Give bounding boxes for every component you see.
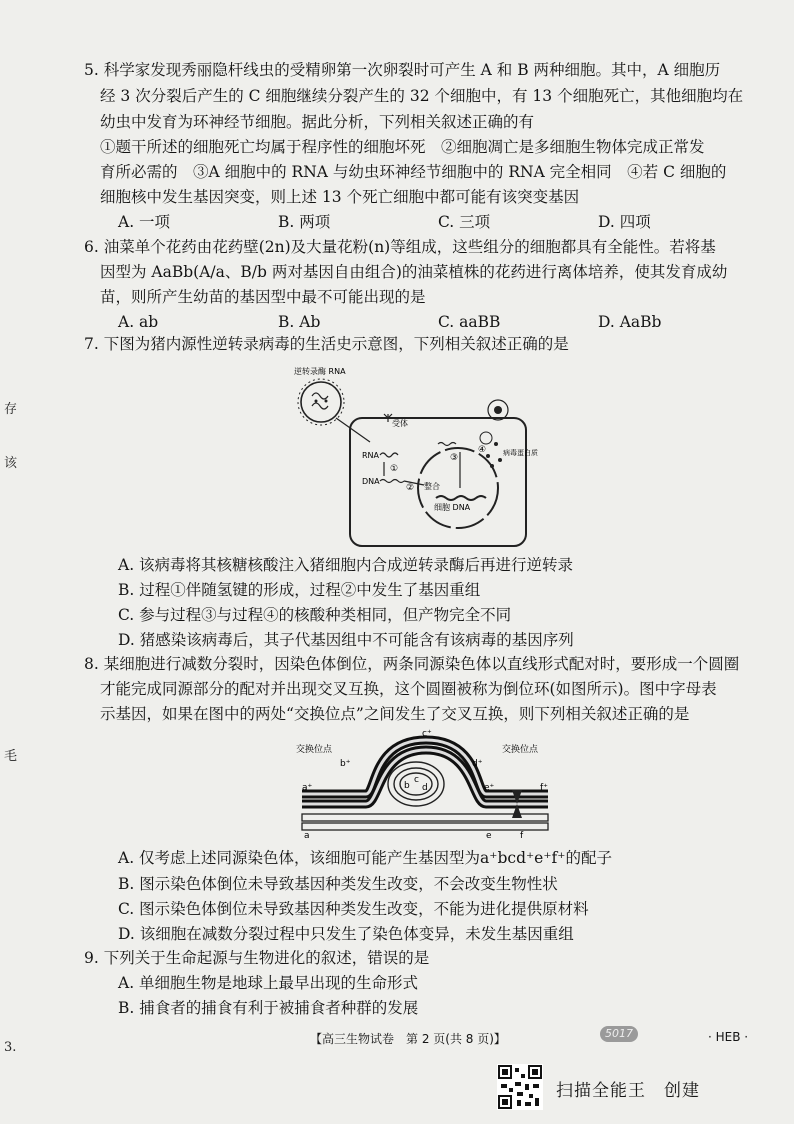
gene-label: e <box>486 831 492 840</box>
gene-label: b⁺ <box>340 759 351 769</box>
option-d: D. AaBb <box>598 313 662 331</box>
question-text: 细胞核中发生基因突变，则上述 13 个死亡细胞中都可能有该突变基因 <box>100 188 580 206</box>
gene-label: a⁺ <box>302 783 313 793</box>
gene-label: e⁺ <box>484 783 495 793</box>
gene-label: f <box>520 831 524 840</box>
gene-label: d <box>422 783 428 793</box>
option-d: D. 猪感染该病毒后，其子代基因组中不可能含有该病毒的基因序列 <box>118 631 574 649</box>
option-b: B. 过程①伴随氢键的形成，过程②中发生了基因重组 <box>118 581 481 599</box>
question-text: ①题干所述的细胞死亡均属于程序性的细胞坏死 ②细胞凋亡是多细胞生物体完成正常发 <box>100 138 705 156</box>
question-text: 示基因，如果在图中的两处“交换位点”之间发生了交叉互换，则下列相关叙述正确的是 <box>100 705 690 723</box>
exam-code-badge: 5017 <box>600 1026 638 1042</box>
option-d: D. 该细胞在减数分裂过程中只发生了染色体变异，未发生基因重组 <box>118 925 574 943</box>
gene-label: c⁺ <box>422 729 432 739</box>
question-text: 因型为 AaBb(A/a、B/b 两对基因自由组合)的油菜植株的花药进行离体培养，使其发育成幼 <box>100 263 728 281</box>
option-b: B. 两项 <box>278 213 331 231</box>
gene-label: c <box>414 775 419 785</box>
question-text: 幼虫中发育为环神经节细胞。据此分析，下列相关叙述正确的有 <box>100 113 535 131</box>
margin-fragment: 毛 <box>4 749 18 764</box>
option-a: A. ab <box>118 313 159 331</box>
step-1-label: ① <box>390 464 399 474</box>
cell-dna-label: 细胞 DNA <box>434 503 471 512</box>
question-text: 才能完成同源部分的配对并出现交叉互换，这个圆圈被称为倒位环(如图所示)。图中字母表 <box>100 680 717 698</box>
crossover-label-left: 交换位点 <box>296 745 333 755</box>
rna-label: RNA <box>362 451 380 460</box>
gene-label: a <box>304 831 310 840</box>
gene-label: b <box>404 781 410 791</box>
option-a: A. 仅考虑上述同源染色体，该细胞可能产生基因型为a⁺bcd⁺e⁺f⁺的配子 <box>118 849 612 867</box>
integrate-label: 整合 <box>424 482 440 491</box>
inversion-loop-figure <box>296 728 558 840</box>
option-a: A. 该病毒将其核糖核酸注入猪细胞内合成逆转录酶后再进行逆转录 <box>118 556 574 574</box>
option-b: B. 图示染色体倒位未导致基因种类发生改变，不会改变生物性状 <box>118 875 558 893</box>
retrovirus-life-cycle-figure <box>288 360 538 550</box>
option-c: C. 参与过程③与过程④的核酸种类相同，但产物完全不同 <box>118 606 512 624</box>
straight-chromosome <box>302 814 548 821</box>
page-footer: 【高三生物试卷 第 2 页(共 8 页)】 <box>310 1032 506 1046</box>
option-c: C. aaBB <box>438 313 501 331</box>
viral-protein-label: 病毒蛋白质 <box>503 449 538 457</box>
margin-fragment: 该 <box>4 456 18 471</box>
dna-label: DNA <box>362 477 380 486</box>
crossover-label-right: 交换位点 <box>502 745 539 755</box>
virus-label: 逆转录酶 RNA <box>294 367 346 376</box>
step-3-label: ③ <box>450 453 459 463</box>
option-c: C. 图示染色体倒位未导致基因种类发生改变，不能为进化提供原材料 <box>118 900 589 918</box>
option-c: C. 三项 <box>438 213 491 231</box>
question-text: 8. 某细胞进行减数分裂时，因染色体倒位，两条同源染色体以直线形式配对时，要形成一个圆圈 <box>84 655 740 673</box>
footer-tag: · HEB · <box>708 1030 749 1044</box>
option-a: A. 一项 <box>118 213 171 231</box>
question-text: 育所必需的 ③A 细胞中的 RNA 与幼虫环神经节细胞中的 RNA 完全相同 ④若 C 细胞的 <box>100 163 727 181</box>
scanner-watermark: 扫描全能王 创建 <box>556 1081 700 1101</box>
margin-fragment: 3. <box>4 1040 17 1055</box>
qr-code-icon <box>497 1064 543 1110</box>
step-2-label: ② <box>406 483 415 493</box>
step-4-label: ④ <box>478 445 487 455</box>
gene-label: d⁺ <box>472 759 483 769</box>
option-b: B. 捕食者的捕食有利于被捕食者种群的发展 <box>118 999 419 1017</box>
question-text: 经 3 次分裂后产生的 C 细胞继续分裂产生的 32 个细胞中，有 13 个细胞死亡，其他细胞均在 <box>100 87 744 105</box>
option-d: D. 四项 <box>598 213 651 231</box>
option-b: B. Ab <box>278 313 321 331</box>
question-text: 6. 油菜单个花药由花药壁(2n)及大量花粉(n)等组成，这些组分的细胞都具有全能性。若将基 <box>84 238 716 256</box>
margin-fragment: 存 <box>4 402 18 417</box>
gene-label: f⁺ <box>540 783 548 793</box>
question-text: 9. 下列关于生命起源与生物进化的叙述，错误的是 <box>84 949 430 967</box>
question-text: 苗，则所产生幼苗的基因型中最不可能出现的是 <box>100 288 426 306</box>
option-a: A. 单细胞生物是地球上最早出现的生命形式 <box>118 974 419 992</box>
question-text: 7. 下图为猪内源性逆转录病毒的生活史示意图，下列相关叙述正确的是 <box>84 335 569 353</box>
receptor-label: 受体 <box>392 419 408 428</box>
question-text: 5. 科学家发现秀丽隐杆线虫的受精卵第一次卵裂时可产生 A 和 B 两种细胞。其中，A 细胞历 <box>84 61 721 79</box>
